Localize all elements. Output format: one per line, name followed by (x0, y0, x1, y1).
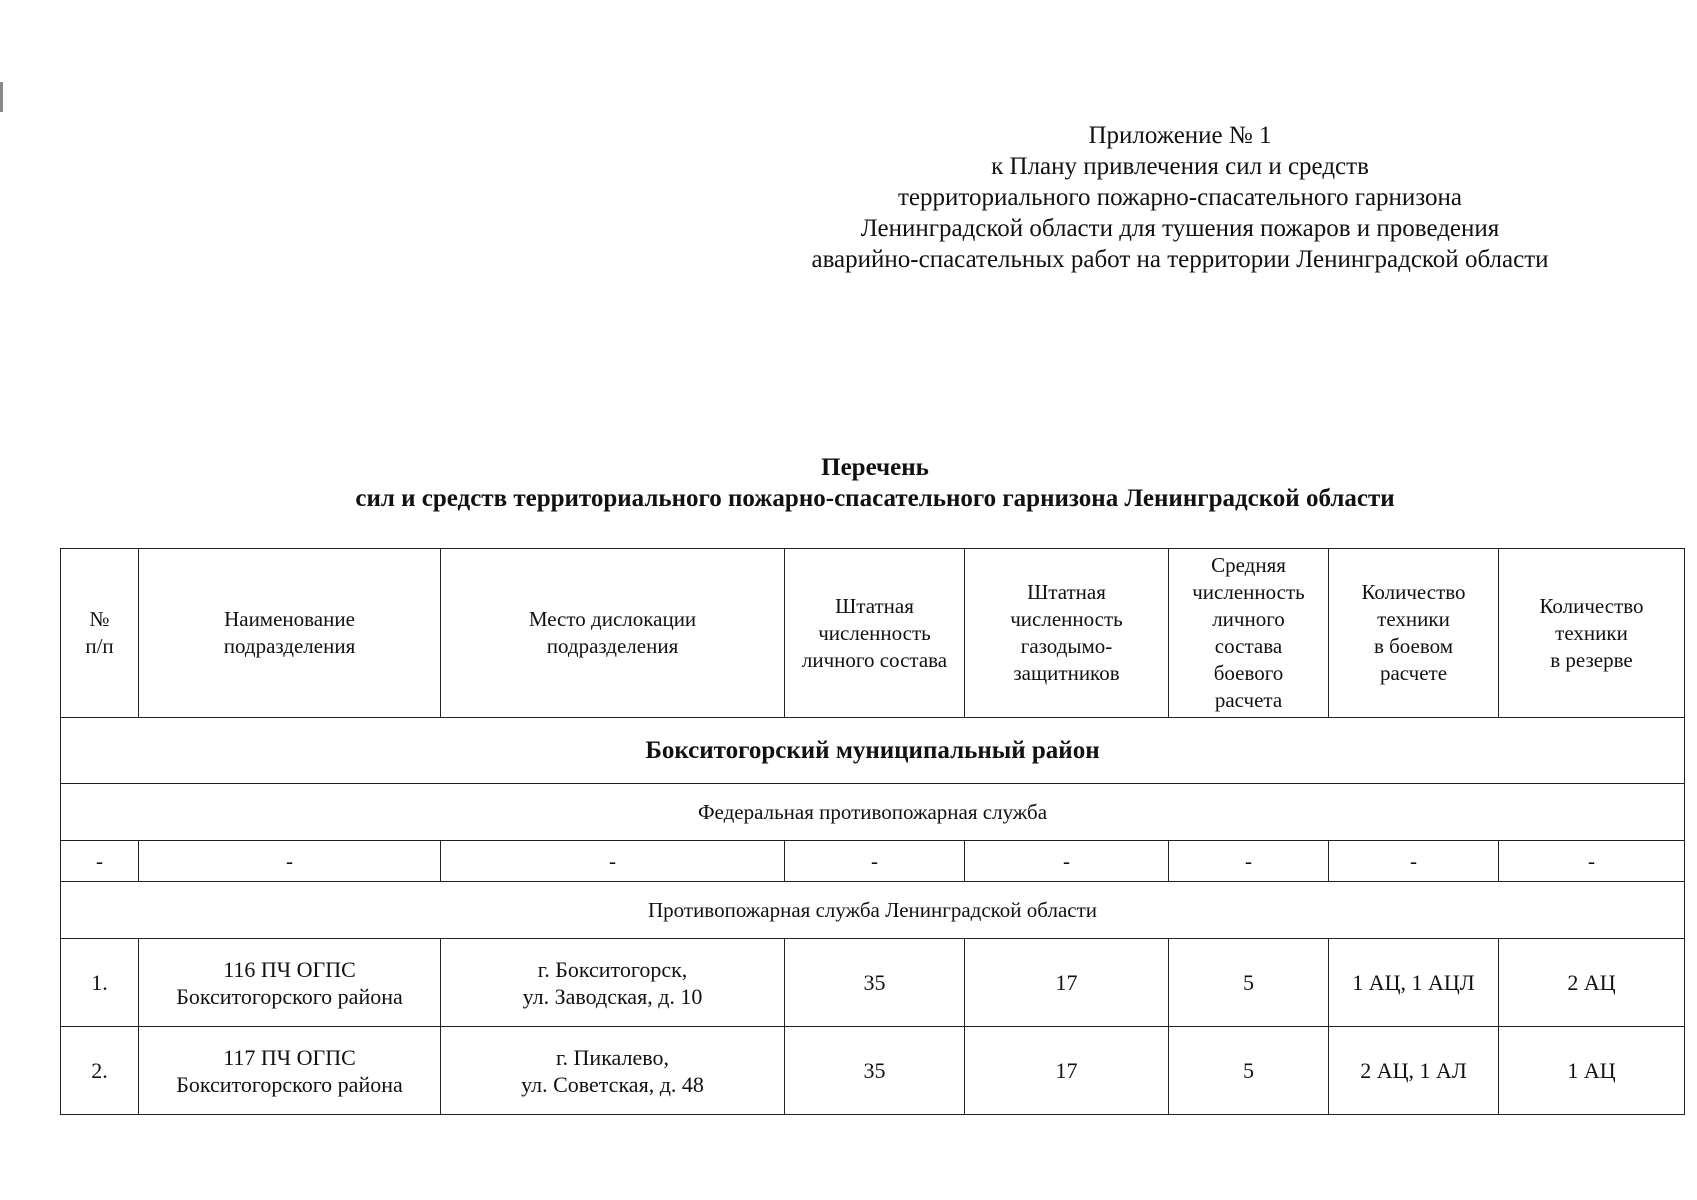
dash-cell: - (441, 841, 785, 882)
regional-service-row (61, 882, 1685, 939)
row-staff: 35 (785, 939, 965, 1027)
title-line-1: Перечень (821, 454, 929, 481)
dash-cell: - (139, 841, 441, 882)
appendix-line-3: территориального пожарно-спасательного гарнизона (897, 184, 1463, 211)
header-unit-name: Наименование подразделения (139, 549, 441, 718)
dash-cell: - (965, 841, 1169, 882)
row-unit-name: 116 ПЧ ОГПС Бокситогорского района (139, 939, 441, 1027)
appendix-line-5: аварийно-спасательных работ на территории Ленинградской области (811, 246, 1549, 273)
row-combat-equipment: 1 АЦ, 1 АЦЛ (1329, 939, 1499, 1027)
header-reserve-equipment: Количество техники в резерве (1499, 549, 1685, 718)
dash-cell: - (61, 841, 139, 882)
row-staff: 35 (785, 1027, 965, 1115)
federal-service-label: Федеральная противопожарная служба (61, 784, 1685, 841)
dash-cell: - (1499, 841, 1685, 882)
row-location: г. Бокситогорск, ул. Заводская, д. 10 (441, 939, 785, 1027)
row-location: г. Пикалево, ул. Советская, д. 48 (441, 1027, 785, 1115)
row-reserve-equipment: 1 АЦ (1499, 1027, 1685, 1115)
row-crew: 5 (1169, 939, 1329, 1027)
regional-service-label: Противопожарная служба Ленинградской области (61, 882, 1685, 939)
row-crew: 5 (1169, 1027, 1329, 1115)
appendix-header (740, 120, 1620, 275)
header-number: № п/п (61, 549, 139, 718)
header-combat-equipment: Количество техники в боевом расчете (1329, 549, 1499, 718)
appendix-line-2: к Плану привлечения сил и средств (991, 153, 1369, 180)
dash-cell: - (1169, 841, 1329, 882)
row-combat-equipment: 2 АЦ, 1 АЛ (1329, 1027, 1499, 1115)
header-location: Место дислокации подразделения (441, 549, 785, 718)
dash-cell: - (785, 841, 965, 882)
document-title (60, 452, 1690, 514)
forces-table (60, 548, 1685, 1115)
row-number: 2. (61, 1027, 139, 1115)
dash-row (61, 841, 1685, 882)
table-header-row (61, 549, 1685, 718)
header-staff: Штатная численность личного состава (785, 549, 965, 718)
district-row (61, 718, 1685, 784)
table-row (61, 1027, 1685, 1115)
title-line-2: сил и средств территориального пожарно-спасательного гарнизона Ленинградской области (355, 485, 1395, 512)
header-gas-smoke: Штатная численность газодымо- защитников (965, 549, 1169, 718)
federal-service-row (61, 784, 1685, 841)
table-row (61, 939, 1685, 1027)
row-reserve-equipment: 2 АЦ (1499, 939, 1685, 1027)
row-unit-name: 117 ПЧ ОГПС Бокситогорского района (139, 1027, 441, 1115)
appendix-line-4: Ленинградской области для тушения пожаров и проведения (860, 215, 1500, 242)
header-crew: Средняя численность личного состава боевого расчета (1169, 549, 1329, 718)
row-number: 1. (61, 939, 139, 1027)
district-name: Бокситогорский муниципальный район (61, 718, 1685, 784)
appendix-line-1: Приложение № 1 (1088, 122, 1272, 149)
row-gas-smoke: 17 (965, 1027, 1169, 1115)
dash-cell: - (1329, 841, 1499, 882)
row-gas-smoke: 17 (965, 939, 1169, 1027)
scan-edge-mark (0, 82, 3, 112)
